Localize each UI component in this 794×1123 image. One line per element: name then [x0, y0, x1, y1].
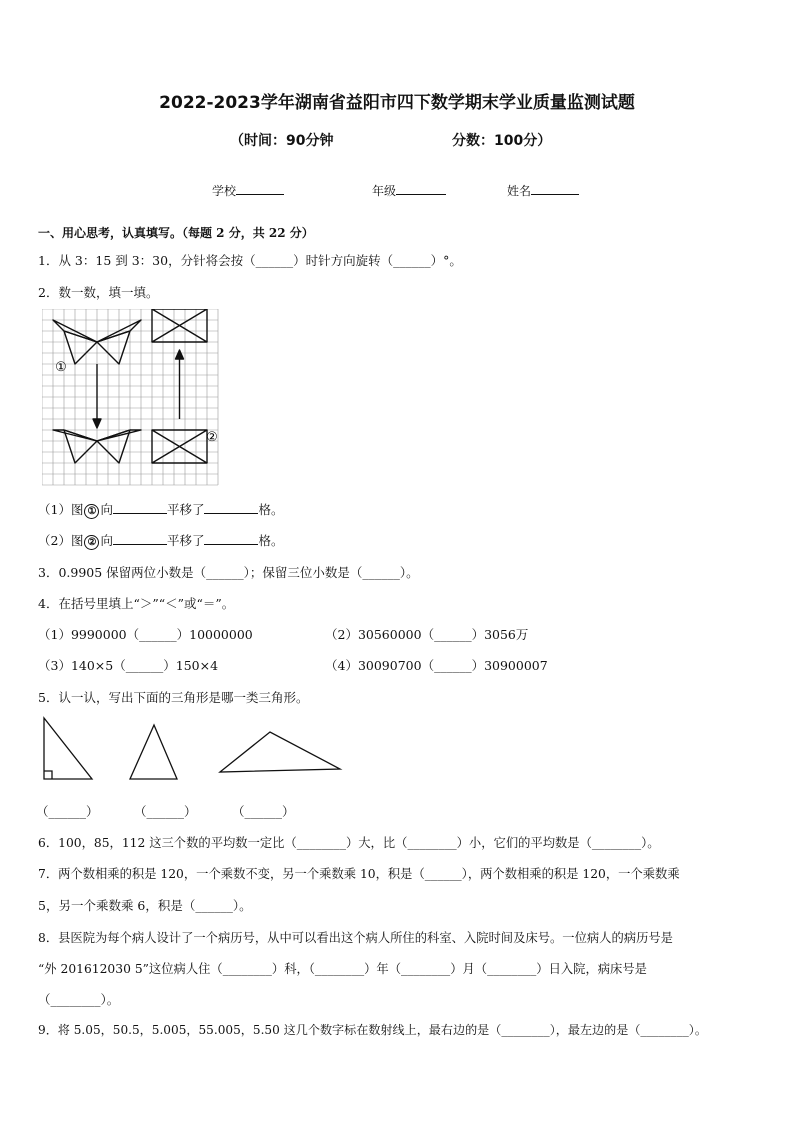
- question-8-line-2: “外 201612030 5”这位病人住（________）科，（________）年（________）月（________）日入院，病床号是: [38, 962, 647, 976]
- school-field: [212, 182, 284, 199]
- question-4-item-4: （4）30090700（______）30900007: [325, 658, 548, 673]
- q2-s2-unit: 格。: [258, 533, 284, 548]
- q2-s1-moved-label: 平移了: [166, 502, 205, 517]
- question-2-sub-1: [38, 500, 284, 519]
- name-blank[interactable]: [531, 182, 579, 195]
- grade-label: 年级: [372, 184, 397, 198]
- q5-answer-blank-2[interactable]: （______）: [134, 804, 197, 819]
- school-blank[interactable]: [236, 182, 284, 195]
- grade-field: [372, 182, 446, 199]
- question-5: 5．认一认，写出下面的三角形是哪一类三角形。: [38, 690, 309, 705]
- question-4-item-1: （1）9990000（______）10000000: [38, 627, 253, 642]
- question-2-sub-2: [38, 531, 284, 550]
- figure-label-2: ②: [206, 430, 218, 445]
- section-heading: 一、用心思考，认真填写。（每题 2 分，共 22 分）: [38, 226, 314, 240]
- school-label: 学校: [212, 184, 237, 198]
- q2-s2-count-blank[interactable]: [204, 532, 258, 545]
- question-1: 1．从 3：15 到 3：30，分针将会按（______）时针方向旋转（______）°。: [38, 253, 462, 268]
- q5-answer-blank-3[interactable]: （______）: [232, 804, 295, 819]
- exam-time: （时间：90分钟: [230, 133, 334, 149]
- acute-triangle: [130, 725, 177, 779]
- name-label: 姓名: [507, 184, 532, 198]
- triangles-figure: [38, 715, 348, 785]
- question-9: 9．将 5.05，50.5，5.005，55.005，5.50 这几个数字标在数射线上，最右边的是（________），最左边的是（________）。: [38, 1023, 707, 1037]
- question-4-item-2: （2）30560000（______）3056万: [325, 627, 529, 642]
- question-4-item-3: （3）140×5（______）150×4: [38, 658, 219, 673]
- q2-s1-count-blank[interactable]: [204, 501, 258, 514]
- q2-s1-unit: 格。: [258, 502, 284, 517]
- q2-s1-direction-label: 向: [100, 502, 113, 517]
- right-angle-mark: [44, 771, 52, 779]
- question-7-line-1: 7．两个数相乘的积是 120，一个乘数不变，另一个乘数乘 10，积是（______），两个数相乘的积是 120，一个乘数乘: [38, 867, 680, 881]
- q2-s2-prefix: （2）图: [38, 533, 84, 548]
- translation-grid-figure: [42, 309, 222, 487]
- shape-2-top: [152, 309, 207, 342]
- q2-s2-direction-label: 向: [100, 533, 113, 548]
- shape-2-bottom: [152, 430, 207, 463]
- q2-s1-prefix: （1）图: [38, 502, 84, 517]
- question-6: 6．100，85，112 这三个数的平均数一定比（________）大，比（________）小，它们的平均数是（________）。: [38, 836, 660, 850]
- figure-label-1: ①: [55, 360, 67, 375]
- question-4: 4．在括号里填上“＞”“＜”或“＝”。: [38, 596, 235, 611]
- question-7-line-2: 5，另一个乘数乘 6，积是（______）。: [38, 898, 252, 913]
- q5-answer-blank-1[interactable]: （______）: [36, 804, 99, 819]
- q2-s1-direction-blank[interactable]: [113, 501, 167, 514]
- question-2: 2．数一数，填一填。: [38, 285, 159, 300]
- question-8-line-1: 8．县医院为每个病人设计了一个病历号，从中可以看出这个病人所住的科室、入院时间及床号。一位病人的病历号是: [38, 931, 673, 945]
- question-8-line-3: （________）。: [38, 992, 120, 1007]
- exam-score: 分数：100分）: [452, 133, 552, 149]
- name-field: [507, 182, 579, 199]
- obtuse-triangle: [220, 732, 340, 772]
- circled-2: ②: [84, 535, 99, 550]
- right-triangle: [44, 718, 92, 779]
- grade-blank[interactable]: [396, 182, 446, 195]
- question-3: 3．0.9905 保留两位小数是（______）；保留三位小数是（______）。: [38, 565, 419, 580]
- q2-s2-moved-label: 平移了: [166, 533, 205, 548]
- circled-1: ①: [84, 504, 99, 519]
- page-title: 2022-2023学年湖南省益阳市四下数学期末学业质量监测试题: [159, 93, 635, 113]
- q2-s2-direction-blank[interactable]: [113, 532, 167, 545]
